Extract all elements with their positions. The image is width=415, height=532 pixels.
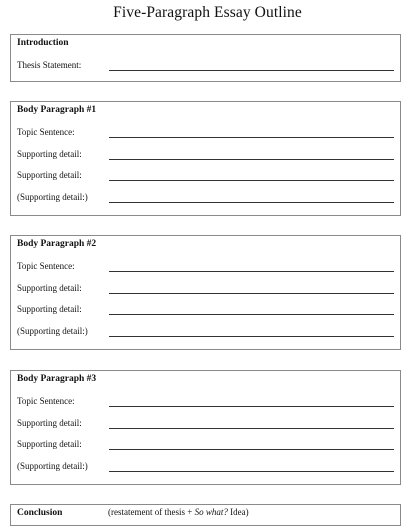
supporting-detail-label: Supporting detail: (17, 283, 82, 293)
thesis-statement-row (17, 60, 394, 74)
body-paragraph-3-section (10, 370, 401, 485)
topic-sentence-row (17, 127, 394, 141)
conclusion-note-start: (restatement of thesis + (108, 507, 195, 517)
supporting-detail-row (17, 418, 394, 432)
optional-supporting-detail-line[interactable] (109, 202, 394, 203)
body-paragraph-3-heading: Body Paragraph #3 (17, 374, 97, 384)
topic-sentence-row (17, 261, 394, 275)
optional-supporting-detail-row (17, 461, 394, 475)
body-paragraph-2-heading: Body Paragraph #2 (17, 239, 97, 249)
optional-supporting-detail-row (17, 326, 394, 340)
body-paragraph-2-section (10, 235, 401, 350)
topic-sentence-label: Topic Sentence: (17, 127, 75, 137)
introduction-section (10, 34, 401, 82)
supporting-detail-line[interactable] (109, 180, 394, 181)
topic-sentence-label: Topic Sentence: (17, 261, 75, 271)
supporting-detail-row (17, 170, 394, 184)
conclusion-note (108, 507, 249, 517)
topic-sentence-label: Topic Sentence: (17, 396, 75, 406)
conclusion-heading: Conclusion (17, 508, 63, 518)
supporting-detail-row (17, 439, 394, 453)
supporting-detail-line[interactable] (109, 428, 394, 429)
supporting-detail-line[interactable] (109, 293, 394, 294)
topic-sentence-row (17, 396, 394, 410)
supporting-detail-line[interactable] (109, 159, 394, 160)
topic-sentence-line[interactable] (109, 271, 394, 272)
supporting-detail-row (17, 149, 394, 163)
supporting-detail-row (17, 304, 394, 318)
thesis-statement-label: Thesis Statement: (17, 60, 82, 70)
optional-supporting-detail-line[interactable] (109, 471, 394, 472)
optional-supporting-detail-label: (Supporting detail:) (17, 461, 88, 471)
body-paragraph-1-heading: Body Paragraph #1 (17, 105, 97, 115)
conclusion-note-end: Idea) (227, 507, 249, 517)
page-title: Five-Paragraph Essay Outline (113, 4, 302, 21)
supporting-detail-label: Supporting detail: (17, 304, 82, 314)
thesis-statement-line[interactable] (109, 70, 394, 71)
optional-supporting-detail-row (17, 192, 394, 206)
conclusion-note-italic: So what? (194, 507, 228, 517)
body-paragraph-1-section (10, 101, 401, 216)
supporting-detail-label: Supporting detail: (17, 149, 82, 159)
supporting-detail-line[interactable] (109, 314, 394, 315)
optional-supporting-detail-line[interactable] (109, 336, 394, 337)
optional-supporting-detail-label: (Supporting detail:) (17, 326, 88, 336)
supporting-detail-label: Supporting detail: (17, 439, 82, 449)
supporting-detail-row (17, 283, 394, 297)
supporting-detail-label: Supporting detail: (17, 418, 82, 428)
topic-sentence-line[interactable] (109, 406, 394, 407)
topic-sentence-line[interactable] (109, 137, 394, 138)
supporting-detail-label: Supporting detail: (17, 170, 82, 180)
conclusion-section (10, 504, 401, 526)
optional-supporting-detail-label: (Supporting detail:) (17, 192, 88, 202)
introduction-heading: Introduction (17, 38, 69, 48)
supporting-detail-line[interactable] (109, 449, 394, 450)
